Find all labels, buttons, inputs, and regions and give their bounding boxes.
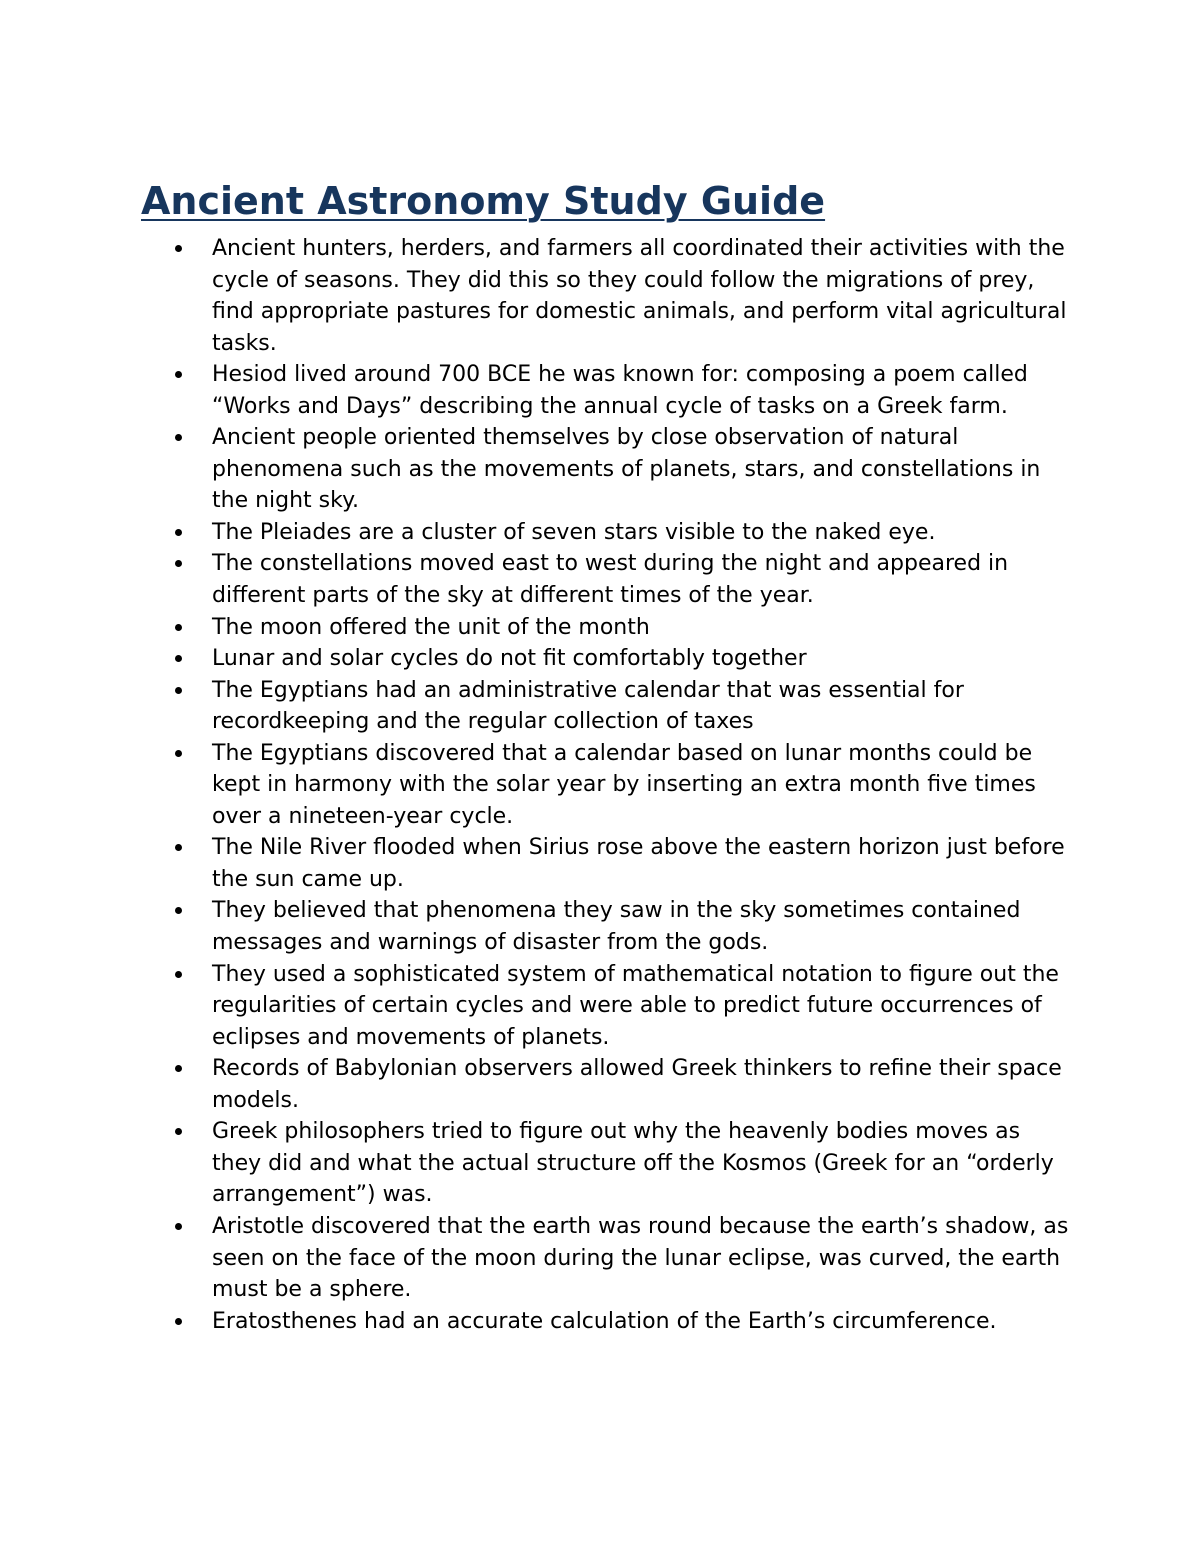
bullet-text: They believed that phenomena they saw in the sky sometimes contained messages and warnings of disaster from the gods. [212, 898, 1021, 956]
bullet-text: The Nile River flooded when Sirius rose above the eastern horizon just before the sun came up. [212, 835, 1065, 892]
bullet-text: Hesiod lived around 700 BCE he was known for: composing a poem called “Works and Days” describing the annual cycle of tasks on a Greek farm. [212, 362, 1028, 419]
bullet-list-item [212, 612, 1074, 644]
bullet-list-item [212, 517, 1074, 549]
bullet-list-item [212, 422, 1074, 517]
bullet-icon [175, 1318, 182, 1325]
page-title: Ancient Astronomy Study Guide [141, 179, 826, 223]
bullet-list-item [212, 548, 1074, 611]
bullet-text: The Egyptians discovered that a calendar based on lunar months could be kept in harmony with the solar year by inserting an extra month five times over a nineteen-year cycle. [212, 740, 1036, 829]
bullet-text: Aristotle discovered that the earth was round because the earth’s shadow, as seen on the face of the moon during the lunar eclipse, was curved, the earth must be a sphere. [212, 1213, 1069, 1303]
bullet-icon [175, 245, 182, 252]
bullet-icon [175, 1223, 182, 1230]
bullet-list-item [212, 1211, 1074, 1306]
bullet-icon [175, 971, 182, 978]
bullet-icon [175, 750, 182, 757]
bullet-text: The moon offered the unit of the month [212, 614, 650, 640]
bullet-list-item [212, 1306, 1074, 1338]
bullet-list-item [212, 738, 1074, 833]
bullet-icon [175, 655, 182, 662]
bullet-icon [175, 624, 182, 631]
bullet-icon [175, 1065, 182, 1072]
bullet-text: Lunar and solar cycles do not fit comfortably together [212, 646, 807, 672]
bullet-list-item [212, 675, 1074, 738]
bullet-text: Eratosthenes had an accurate calculation of the Earth’s circumference. [212, 1308, 997, 1334]
bullet-icon [175, 844, 182, 851]
bullet-icon [175, 1128, 182, 1135]
bullet-text: The Egyptians had an administrative calendar that was essential for recordkeeping and the regular collection of taxes [212, 677, 964, 735]
bullet-list-item [212, 643, 1074, 675]
bullet-text: The Pleiades are a cluster of seven stars visible to the naked eye. [212, 519, 936, 545]
bullet-list-item [212, 832, 1074, 895]
bullet-icon [175, 907, 182, 914]
bullet-icon [175, 434, 182, 441]
study-guide-bullet-list [212, 233, 1074, 1337]
bullet-text: Ancient hunters, herders, and farmers all coordinated their activities with the cycle of seasons. They did this so they could follow the migrations of prey, find appropriate pastures for domestic animals, and perform vital agricultural tasks. [212, 236, 1067, 356]
bullet-icon [175, 529, 182, 536]
bullet-list-item [212, 959, 1074, 1054]
bullet-icon [175, 560, 182, 567]
bullet-text: Ancient people oriented themselves by close observation of natural phenomena such as the movements of planets, stars, and constellations in the night sky. [212, 425, 1041, 514]
bullet-list-item [212, 233, 1074, 359]
bullet-text: They used a sophisticated system of mathematical notation to figure out the regularities of certain cycles and were able to predict future occurrences of eclipses and movements of planets. [212, 961, 1059, 1050]
bullet-list-item [212, 359, 1074, 422]
bullet-icon [175, 687, 182, 694]
bullet-list-item [212, 1053, 1074, 1116]
bullet-list-item [212, 895, 1074, 958]
bullet-text: The constellations moved east to west during the night and appeared in different parts of the sky at different times of the year. [212, 551, 1009, 609]
bullet-text: Greek philosophers tried to figure out why the heavenly bodies moves as they did and what the actual structure off the Kosmos (Greek for an “orderly arrangement”) was. [212, 1119, 1054, 1208]
bullet-list-item [212, 1116, 1074, 1211]
bullet-icon [175, 371, 182, 378]
bullet-text: Records of Babylonian observers allowed Greek thinkers to refine their space models. [212, 1056, 1062, 1113]
